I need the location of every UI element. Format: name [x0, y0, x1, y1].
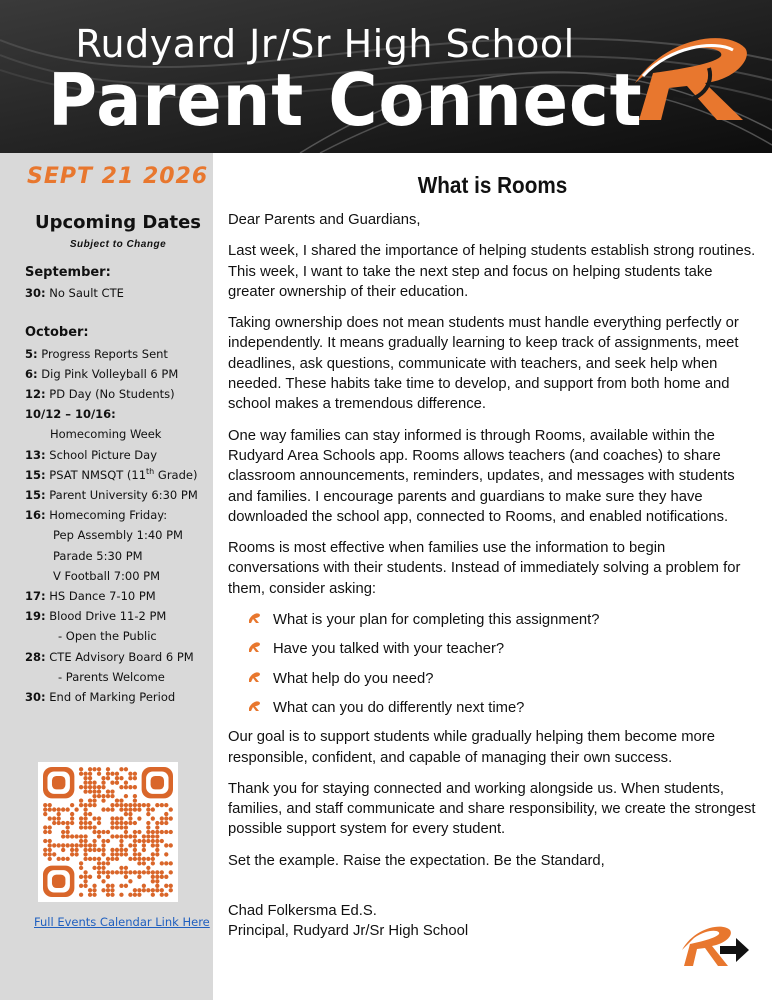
greeting: Dear Parents and Guardians,: [228, 212, 421, 228]
paragraph: Thank you for staying connected and working alongside us. When students, families, and staff communicate and share responsibility, we create the strongest possible support system for every student.: [228, 780, 756, 838]
event-item: - Parents Welcome: [58, 669, 165, 684]
signature-title: Principal, Rudyard Jr/Sr High School: [228, 923, 469, 940]
paragraph: Taking ownership does not mean students must handle everything perfectly or independently. It means gradually learning to keep track of assignments, meet deadlines, ask questions, communicate with teachers, and seek help when needed. These habits take time to develop, and support from both home and school makes a tremendous difference.: [228, 315, 739, 413]
signature-name: Chad Folkersma Ed.S.: [228, 903, 377, 920]
event-item: 5: Progress Reports Sent: [25, 346, 168, 361]
paragraph: One way families can stay informed is through Rooms, available within the Rudyard Area Schools app. Rooms allows teachers (and coaches) to share classroom announcements, reminders, updates, and messages with students and families. I encourage parents and guardians to make sure they have downloaded the school app, connected to Rooms, and enabled notifications.: [228, 427, 735, 525]
event-item: Homecoming Week: [50, 427, 162, 442]
calendar-link[interactable]: Full Events Calendar Link Here: [34, 915, 210, 929]
event-item: V Football 7:00 PM: [53, 568, 161, 583]
question-item: What help do you need?: [248, 669, 758, 689]
event-item: 16: Homecoming Friday:: [25, 508, 168, 523]
event-item: 28: CTE Advisory Board 6 PM: [25, 649, 194, 664]
event-item: Parade 5:30 PM: [53, 548, 143, 563]
question-item: What can you do differently next time?: [248, 698, 758, 718]
rudyard-r-logo: [625, 28, 755, 128]
qr-code[interactable]: [38, 762, 178, 902]
month-heading: September:: [25, 265, 111, 280]
month-heading: October:: [25, 325, 89, 341]
event-item: 12: PD Day (No Students): [25, 387, 175, 402]
subject-to-change-note: Subject to Change: [69, 239, 167, 250]
article-title: What is Rooms: [417, 172, 568, 198]
r-bullet-icon: [248, 639, 273, 659]
question-list: [228, 610, 758, 718]
rudyard-r-arrow-logo: [678, 920, 750, 972]
question-item: Have you talked with your teacher?: [248, 639, 758, 659]
question-item: What is your plan for completing this assignment?: [248, 610, 758, 630]
event-item: 15: PSAT NMSQT (11th Grade): [25, 467, 198, 482]
upcoming-dates-heading: Upcoming Dates: [34, 212, 202, 233]
event-item: 6: Dig Pink Volleyball 6 PM: [25, 366, 179, 381]
event-item: - Open the Public: [58, 629, 157, 644]
event-item: 19: Blood Drive 11-2 PM: [25, 609, 167, 624]
paragraph: Our goal is to support students while gradually helping them become more responsible, confident, and capable of managing their own success.: [228, 729, 715, 766]
event-item: Pep Assembly 1:40 PM: [53, 528, 183, 543]
event-item: 15: Parent University 6:30 PM: [25, 488, 198, 503]
event-item: 17: HS Dance 7-10 PM: [25, 589, 156, 604]
events-list: [25, 263, 215, 707]
paragraph: Last week, I shared the importance of helping students establish strong routines. This week, I want to take the next step and focus on helping students take greater ownership of their education.: [228, 243, 756, 300]
event-item: 30: No Sault CTE: [25, 286, 124, 301]
event-item: 10/12 – 10/16:: [25, 407, 116, 422]
r-bullet-icon: [248, 669, 273, 689]
newsletter-title: Parent Connect: [48, 58, 643, 142]
event-item: 13: School Picture Day: [25, 447, 158, 462]
school-name: Rudyard Jr/Sr High School: [75, 22, 575, 66]
paragraph: Set the example. Raise the expectation. Be the Standard,: [228, 852, 605, 869]
newsletter-date: SEPT 21 2026: [27, 164, 209, 189]
r-bullet-icon: [248, 698, 273, 718]
paragraph: Rooms is most effective when families use the information to begin conversations with their students. Instead of immediately solving a problem for them, consider asking:: [228, 540, 741, 597]
article-body: [228, 210, 758, 942]
r-bullet-icon: [248, 610, 273, 630]
event-item: 30: End of Marking Period: [25, 690, 176, 705]
header-banner: [0, 0, 772, 153]
